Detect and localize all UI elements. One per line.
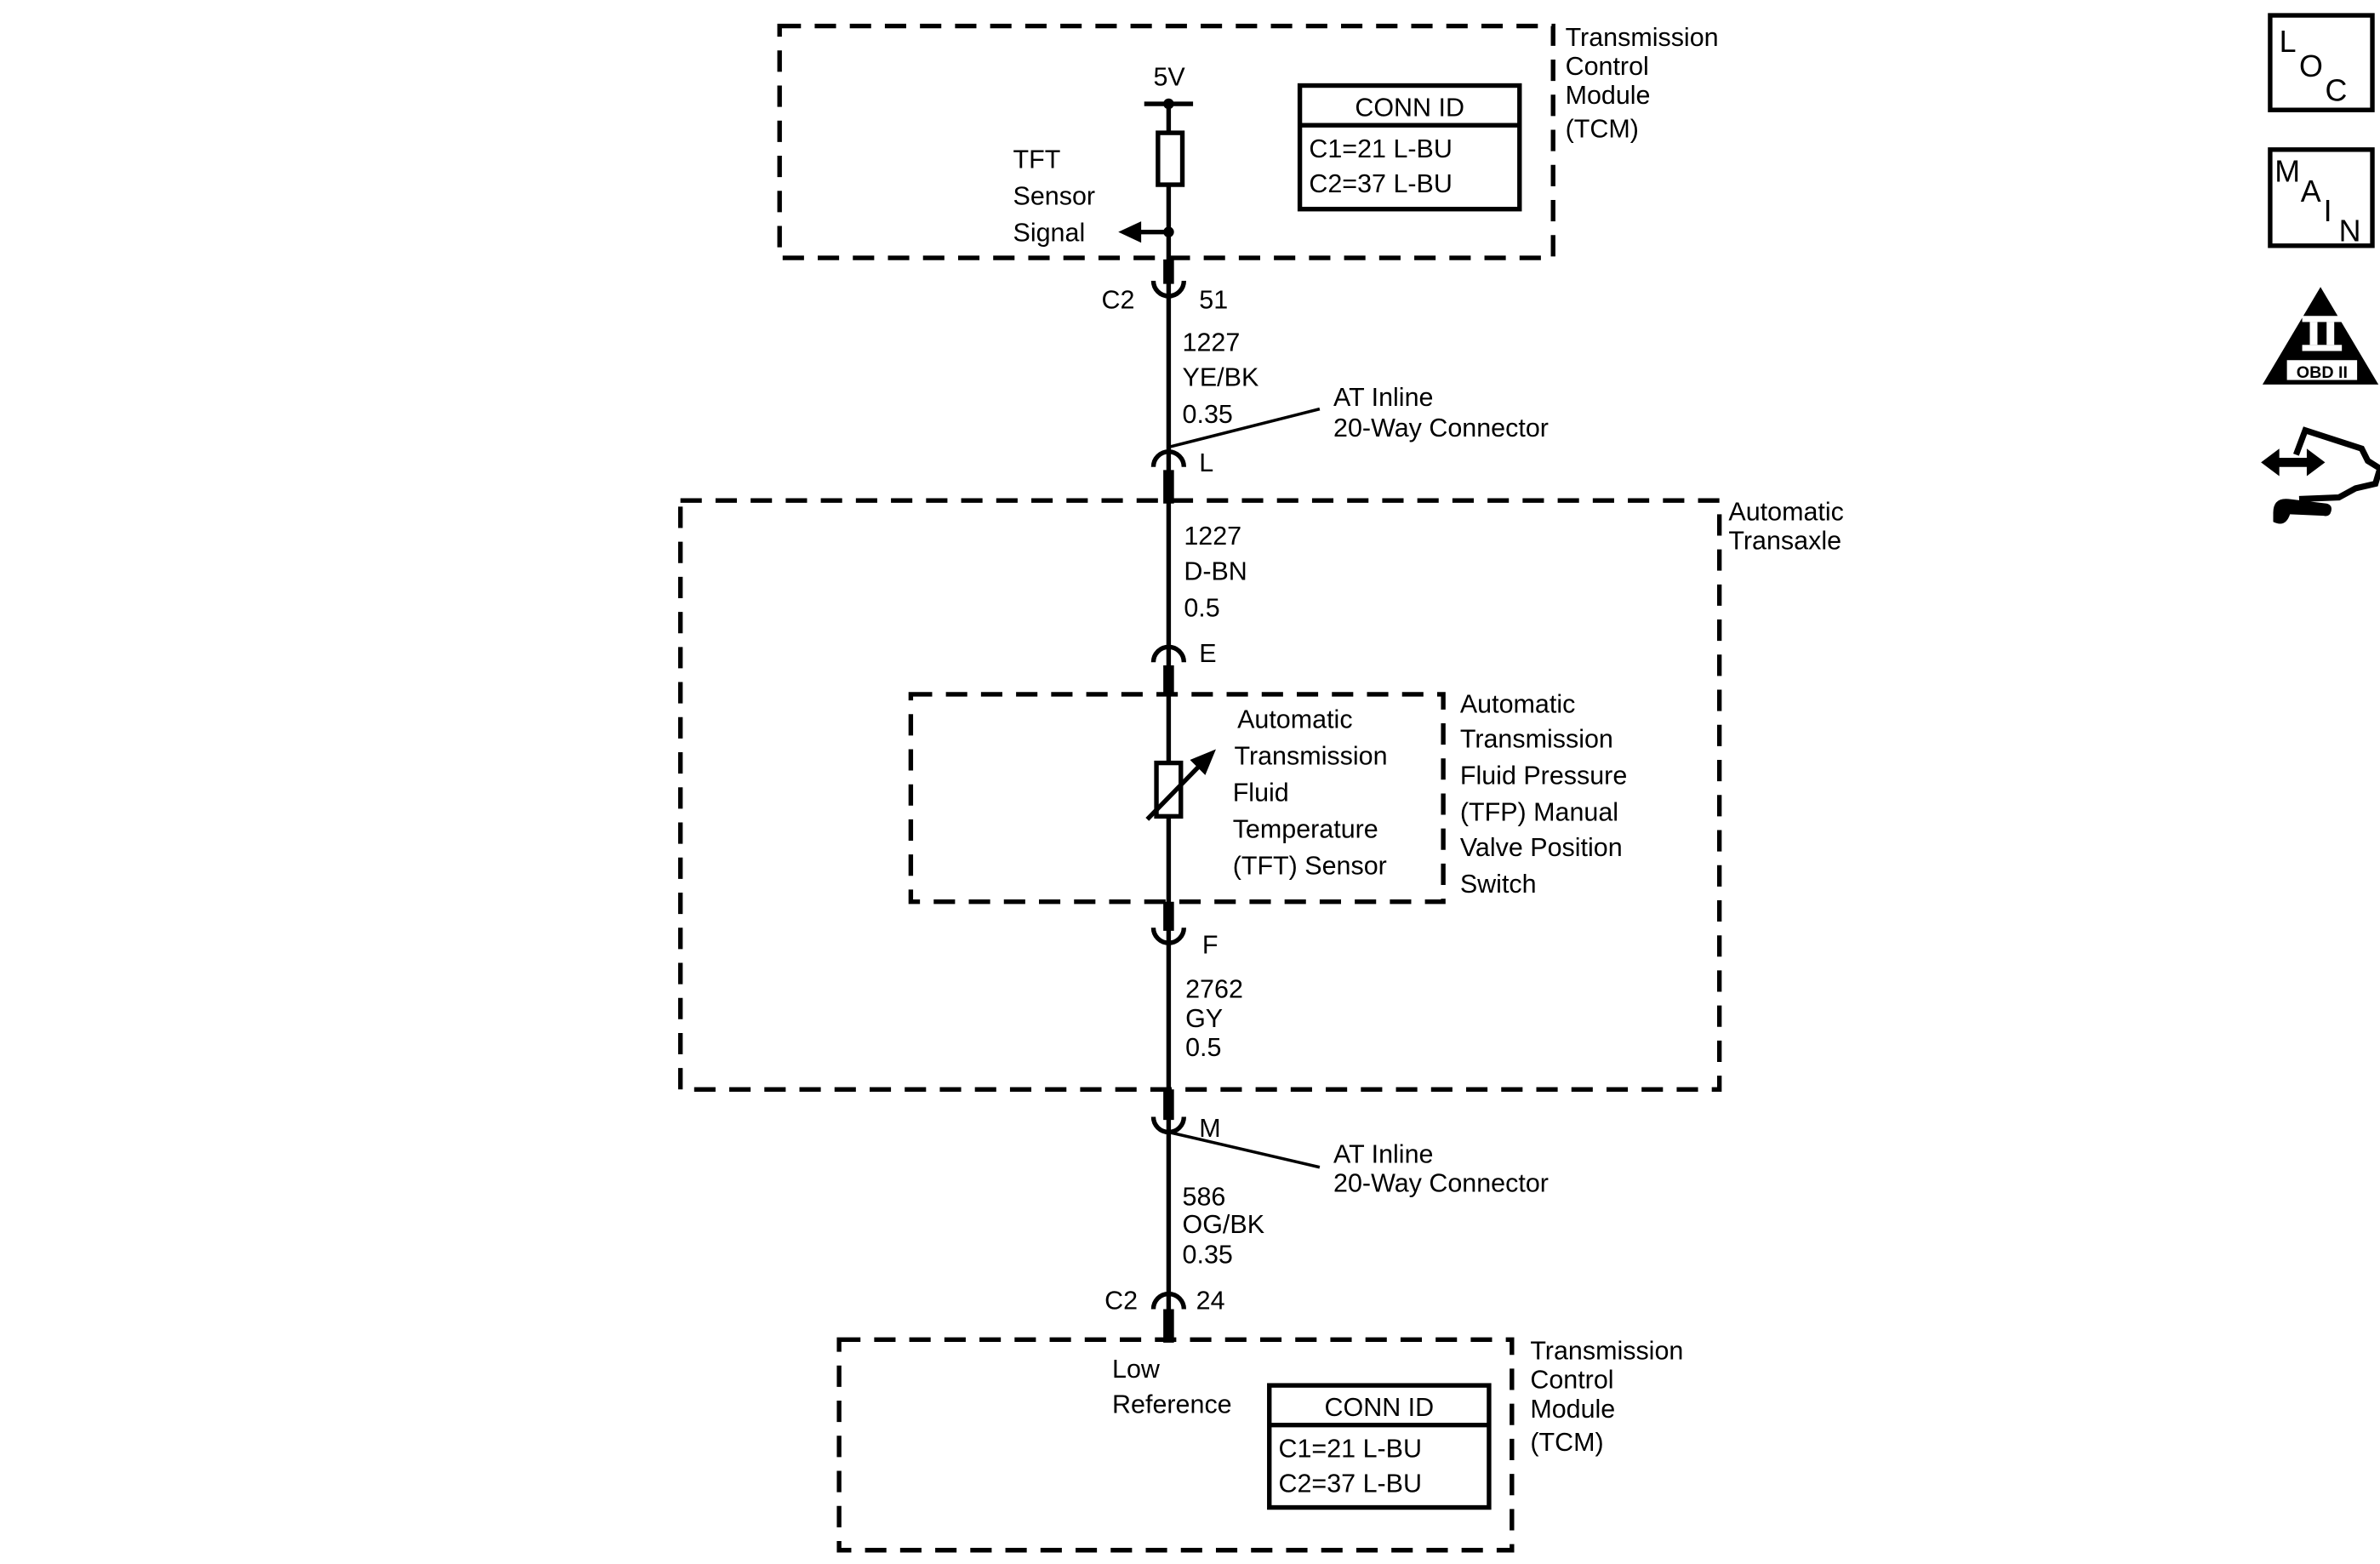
wire1-circuit: 1227 [1182,328,1241,357]
wire3-color: OG/BK [1182,1209,1265,1239]
conn-id-row: C1=21 L-BU [1309,134,1453,163]
wire2-gauge: 0.5 [1185,1032,1222,1062]
wire2-circuit: 2762 [1185,974,1243,1004]
wire3-gauge: 0.35 [1182,1240,1233,1270]
main-letter: I [2323,194,2332,229]
bottom-tcm-label-3: Module [1530,1394,1616,1424]
pullup-resistor [1158,133,1183,185]
connector-pin: L [1199,448,1214,478]
inline-label-1: AT Inline [1333,1139,1434,1169]
inline-label-2: 20-Way Connector [1333,1168,1549,1198]
conn-id-header: CONN ID [1355,93,1465,123]
connector-pin: 51 [1199,285,1229,315]
connector-c2-51 [1102,260,1229,314]
bottom-tcm-label-2: Control [1530,1365,1614,1395]
obd-label: OBD II [2296,362,2349,382]
tft-signal-label-3: Signal [1013,218,1086,248]
signal-arrow-icon [1118,221,1141,243]
connector-name: C2 [1101,285,1135,315]
bottom-conn-id-table [1270,1385,1489,1507]
wire1-gauge: 0.35 [1182,399,1233,429]
loc-letter: C [2325,73,2348,108]
automatic-transaxle [681,498,1844,1090]
tfp-switch-label-2: Transmission [1459,724,1613,754]
main-icon[interactable] [2270,150,2372,248]
tfp-switch-label-1: Automatic [1459,689,1576,719]
inline-connector-m [1153,1089,1548,1197]
transaxle-label-1: Automatic [1728,497,1844,527]
top-tcm-label-1: Transmission [1565,22,1719,52]
wire3-circuit: 586 [1182,1182,1226,1212]
tft-signal-label-1: TFT [1013,145,1061,174]
tft-sensor-label-2: Transmission [1234,741,1388,771]
conn-id-row: C2=37 L-BU [1278,1469,1423,1498]
connector-c2-24 [1104,1286,1225,1342]
top-conn-id-table [1300,86,1520,209]
bottom-tcm-label-1: Transmission [1530,1336,1684,1366]
wire2-color: GY [1185,1003,1224,1033]
inline-label-1: AT Inline [1333,383,1434,413]
loc-letter: O [2298,49,2323,83]
connector-pin: E [1199,639,1217,669]
connector-f [1153,902,1218,960]
supply-5v-label: 5V [1153,62,1185,92]
low-reference-label-2: Reference [1112,1390,1232,1419]
connector-pin: 24 [1196,1286,1225,1316]
conn-id-header: CONN ID [1324,1392,1435,1422]
top-tcm-label-3: Module [1565,81,1651,111]
connector-pin: F [1201,930,1219,960]
internal-wire-color: D-BN [1184,557,1247,586]
connector-pin: M [1199,1113,1221,1143]
main-letter: N [2338,214,2361,248]
loc-icon[interactable] [2270,15,2372,110]
top-tcm-label-4: (TCM) [1565,114,1639,144]
connector-e [1153,639,1216,695]
top-tcm-module [779,23,1718,263]
bottom-tcm-module [839,1337,1683,1550]
conn-id-row: C2=37 L-BU [1309,169,1453,199]
bottom-tcm-label-4: (TCM) [1530,1428,1604,1458]
top-tcm-label-2: Control [1565,51,1649,81]
tfp-switch-label-5: Valve Position [1459,832,1623,862]
tfp-switch-label-6: Switch [1459,869,1537,899]
transaxle-label-2: Transaxle [1728,526,1842,556]
conn-id-row: C1=21 L-BU [1278,1434,1423,1464]
hand-wrench-icon[interactable] [2261,431,2380,524]
tfp-switch-label-4: (TFP) Manual [1459,797,1619,827]
inline-label-2: 20-Way Connector [1333,413,1549,442]
tft-sensor-label-5: (TFT) Sensor [1232,851,1387,881]
obd-ii-icon[interactable] [2263,287,2378,385]
tft-signal-label-2: Sensor [1013,181,1096,211]
internal-wire-circuit: 1227 [1184,522,1242,551]
low-reference-label-1: Low [1112,1355,1160,1384]
main-letter: M [2274,154,2301,189]
main-letter: A [2300,174,2321,208]
connector-name: C2 [1104,1286,1139,1316]
internal-wire-gauge: 0.5 [1184,593,1220,623]
tft-sensor-label-4: Temperature [1232,814,1378,844]
wire1-color: YE/BK [1182,362,1259,392]
tfp-switch-label-3: Fluid Pressure [1459,761,1628,791]
tft-sensor-label-3: Fluid [1232,778,1289,808]
loc-letter: L [2279,25,2297,60]
tft-sensor-label-1: Automatic [1237,705,1353,734]
